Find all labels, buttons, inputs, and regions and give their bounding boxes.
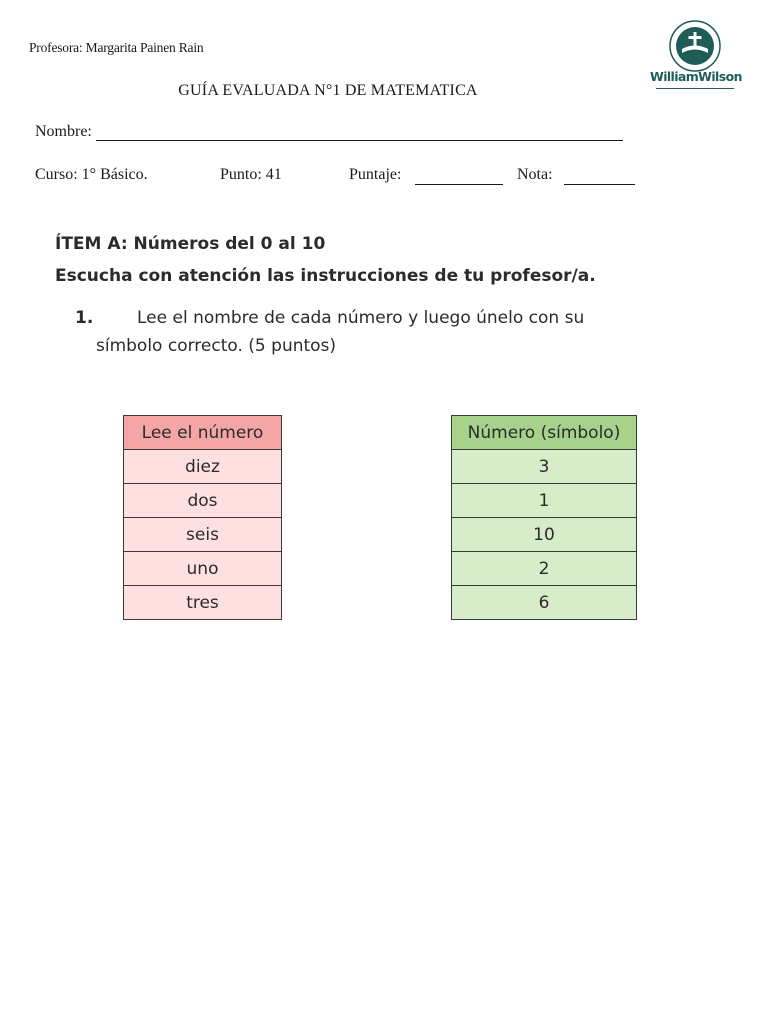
school-logo bbox=[650, 16, 740, 94]
symbol-cell[interactable]: 6 bbox=[452, 586, 637, 620]
question-text-line2: símbolo correcto. (5 puntos) bbox=[96, 336, 337, 356]
question-number: 1. bbox=[75, 308, 94, 328]
name-cell[interactable]: diez bbox=[124, 450, 282, 484]
page-title: GUÍA EVALUADA N°1 DE MATEMATICA bbox=[178, 82, 478, 99]
grade-blank[interactable] bbox=[564, 168, 635, 185]
names-table-header: Lee el número bbox=[124, 416, 282, 450]
teacher-name: Profesora: Margarita Painen Rain bbox=[29, 40, 204, 55]
logo-divider bbox=[656, 88, 734, 89]
score-label: Puntaje: bbox=[349, 166, 402, 183]
item-instruction: Escucha con atención las instrucciones de tu profesor/a. bbox=[55, 266, 596, 286]
symbol-cell[interactable]: 2 bbox=[452, 552, 637, 586]
item-title: ÍTEM A: Números del 0 al 10 bbox=[55, 234, 326, 254]
name-cell[interactable]: seis bbox=[124, 518, 282, 552]
info-row bbox=[35, 166, 635, 188]
name-field-row bbox=[35, 123, 623, 141]
name-cell[interactable]: uno bbox=[124, 552, 282, 586]
grade-label: Nota: bbox=[517, 166, 553, 183]
name-cell[interactable]: tres bbox=[124, 586, 282, 620]
name-label: Nombre: bbox=[35, 123, 92, 140]
symbol-cell[interactable]: 1 bbox=[452, 484, 637, 518]
number-symbols-table bbox=[451, 415, 637, 620]
course-label: Curso: 1° Básico. bbox=[35, 166, 148, 183]
name-cell[interactable]: dos bbox=[124, 484, 282, 518]
symbols-table-header: Número (símbolo) bbox=[452, 416, 637, 450]
score-blank[interactable] bbox=[415, 168, 503, 185]
number-names-table bbox=[123, 415, 282, 620]
name-blank[interactable] bbox=[96, 124, 623, 141]
logo-school-name: WilliamWilson bbox=[650, 69, 742, 84]
symbol-cell[interactable]: 3 bbox=[452, 450, 637, 484]
question-text-line1: Lee el nombre de cada número y luego únelo con su bbox=[137, 308, 585, 328]
symbol-cell[interactable]: 10 bbox=[452, 518, 637, 552]
points-label: Punto: 41 bbox=[220, 166, 282, 183]
